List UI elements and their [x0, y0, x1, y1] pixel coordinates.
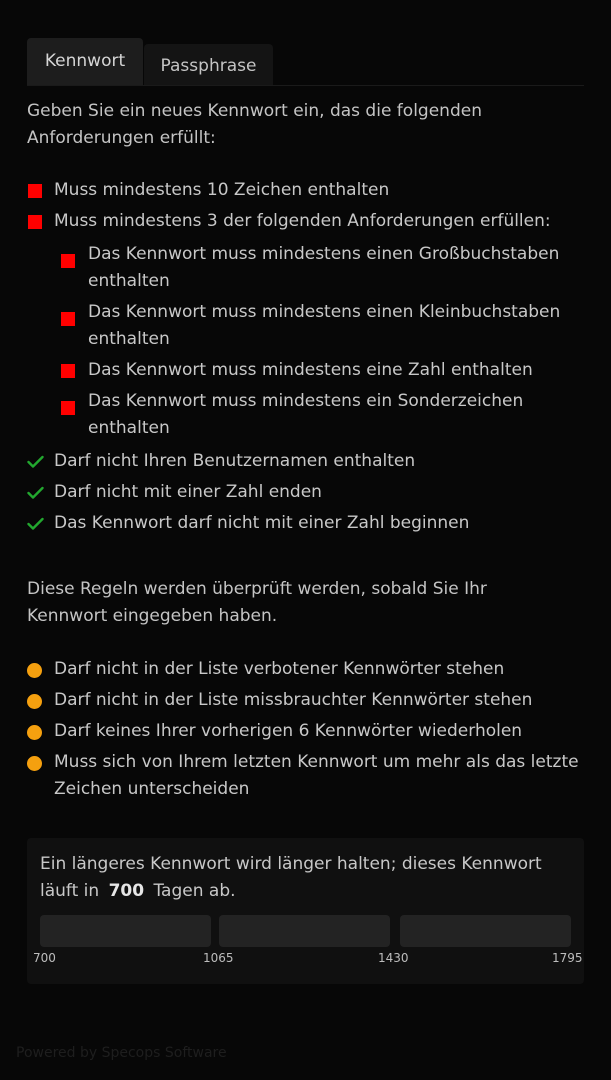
expiry-segment-3: [400, 915, 571, 947]
failed-square-icon: [28, 184, 42, 198]
failed-square-icon: [61, 312, 75, 326]
expiry-tick-label: 700: [33, 951, 56, 965]
checkmark-icon: [27, 448, 45, 475]
sub-requirement-item: [27, 241, 587, 295]
pending-checks-list: [27, 656, 587, 807]
requirement-label: Muss mindestens 10 Zeichen enthalten: [54, 180, 390, 200]
expiry-text: [40, 851, 575, 905]
pending-check-item: [27, 656, 587, 683]
requirement-label: Darf nicht Ihren Benutzernamen enthalten: [54, 451, 416, 471]
expiry-segment-1: [40, 915, 211, 947]
pending-check-label: Darf nicht in der Liste verbotener Kennwörter stehen: [54, 659, 505, 679]
expiry-panel: [27, 838, 584, 984]
expiry-tick-label: 1430: [378, 951, 409, 965]
requirement-item: [27, 177, 587, 204]
validation-note: Diese Regeln werden überprüft werden, sobald Sie Ihr Kennwort eingegeben haben.: [27, 579, 487, 626]
failed-square-icon: [61, 364, 75, 378]
checkmark-icon: [27, 510, 45, 537]
expiry-tick-label: 1795: [552, 951, 583, 965]
requirement-label: Das Kennwort muss mindestens einen Großbuchstaben enthalten: [88, 244, 560, 291]
powered-by-footer: Powered by Specops Software: [16, 1045, 227, 1061]
pending-check-label: Darf nicht in der Liste missbrauchter Kennwörter stehen: [54, 690, 533, 710]
requirement-label: Muss mindestens 3 der folgenden Anforderungen erfüllen:: [54, 211, 551, 231]
pending-check-item: [27, 718, 587, 745]
expiry-days: 700: [108, 881, 145, 901]
sub-requirement-item: [27, 388, 587, 442]
sub-requirements-list: [27, 241, 587, 442]
requirement-label: Das Kennwort muss mindestens einen Kleinbuchstaben enthalten: [88, 302, 561, 349]
tab-kennwort[interactable]: Kennwort: [27, 38, 143, 85]
expiry-segment-2: [219, 915, 390, 947]
requirement-label: Darf nicht mit einer Zahl enden: [54, 482, 322, 502]
requirement-item: [27, 208, 587, 235]
failed-square-icon: [61, 401, 75, 415]
pending-dot-icon: [27, 694, 42, 709]
requirement-item: [27, 510, 587, 537]
expiry-prefix: Ein längeres Kennwort wird länger halten; dieses Kennwort läuft in: [40, 854, 542, 901]
requirement-item: [27, 479, 587, 506]
requirement-item: [27, 448, 587, 475]
pending-check-item: [27, 687, 587, 714]
sub-requirement-item: [27, 357, 587, 384]
requirements-list: [27, 177, 587, 541]
pending-dot-icon: [27, 756, 42, 771]
tab-bar: [27, 38, 584, 86]
pending-dot-icon: [27, 725, 42, 740]
sub-requirement-item: [27, 299, 587, 353]
failed-square-icon: [28, 215, 42, 229]
intro-text: Geben Sie ein neues Kennwort ein, das die folgenden Anforderungen erfüllt:: [27, 101, 482, 148]
pending-check-label: Muss sich von Ihrem letzten Kennwort um mehr als das letzte Zeichen unterscheiden: [54, 752, 579, 799]
checkmark-icon: [27, 479, 45, 506]
pending-check-item: [27, 749, 587, 803]
expiry-suffix: Tagen ab.: [153, 881, 236, 901]
failed-square-icon: [61, 254, 75, 268]
pending-dot-icon: [27, 663, 42, 678]
tab-passphrase[interactable]: Passphrase: [144, 44, 273, 85]
expiry-tick-label: 1065: [203, 951, 234, 965]
requirement-label: Das Kennwort muss mindestens eine Zahl enthalten: [88, 360, 533, 380]
requirement-label: Das Kennwort muss mindestens ein Sonderzeichen enthalten: [88, 391, 524, 438]
pending-check-label: Darf keines Ihrer vorherigen 6 Kennwörter wiederholen: [54, 721, 523, 741]
requirement-label: Das Kennwort darf nicht mit einer Zahl beginnen: [54, 513, 470, 533]
